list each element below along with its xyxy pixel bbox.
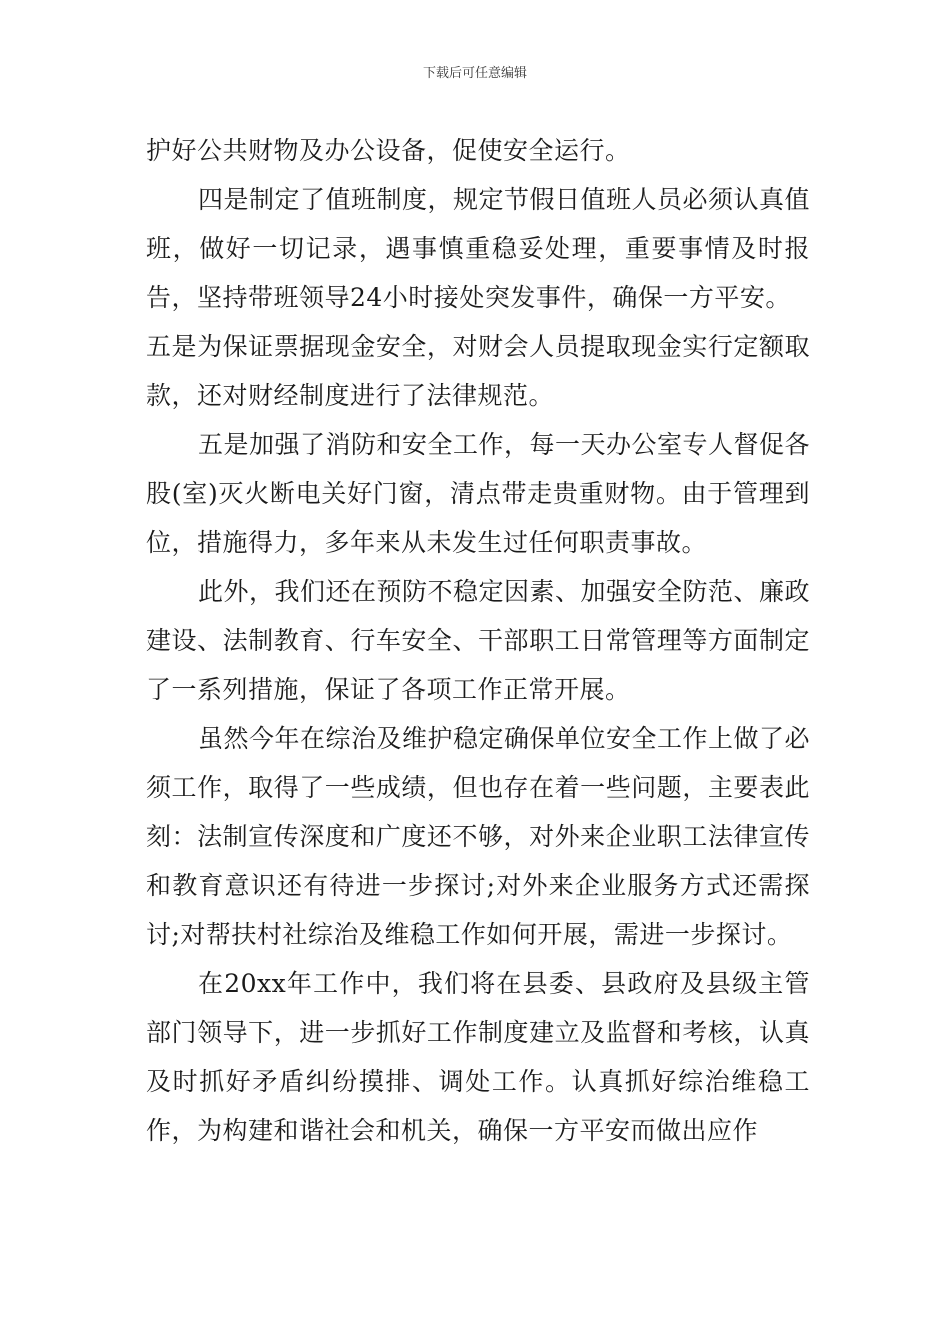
paragraph-2: 四是制定了值班制度，规定节假日值班人员必须认真值班，做好一切记录，遇事慎重稳妥处理，重要事情及时报告，坚持带班领导24小时接处突发事件，确保一方平安。 (146, 185, 811, 312)
paragraph-6: 虽然今年在综治及维护稳定确保单位安全工作上做了必须工作，取得了一些成绩，但也存在着一些问题，主要表此刻：法制宣传深度和广度还不够，对外来企业职工法律宣传和教育意识还有待进一步探讨;对外来企业服务方式还需探讨;对帮扶村社综治及维稳工作如何开展，需进一步探讨。 (146, 724, 811, 949)
paragraph-4: 五是加强了消防和安全工作，每一天办公室专人督促各股(室)灭火断电关好门窗，清点带走贵重财物。由于管理到位，措施得力，多年来从未发生过任何职责事故。 (146, 430, 811, 557)
paragraph-5: 此外，我们还在预防不稳定因素、加强安全防范、廉政建设、法制教育、行车安全、干部职工日常管理等方面制定了一系列措施，保证了各项工作正常开展。 (146, 577, 811, 704)
paragraph-1: 护好公共财物及办公设备，促使安全运行。 (146, 136, 631, 165)
document-body (146, 126, 810, 1155)
paragraph-7: 在20xx年工作中，我们将在县委、县政府及县级主管部门领导下，进一步抓好工作制度建立及监督和考核，认真及时抓好矛盾纠纷摸排、调处工作。认真抓好综治维稳工作，为构建和谐社会和机关，确保一方平安而做出应作 (146, 969, 810, 1145)
paragraph-3: 五是为保证票据现金安全，对财会人员提取现金实行定额取款，还对财经制度进行了法律规范。 (146, 332, 810, 410)
page-header: 下载后可任意编辑 (422, 66, 527, 81)
